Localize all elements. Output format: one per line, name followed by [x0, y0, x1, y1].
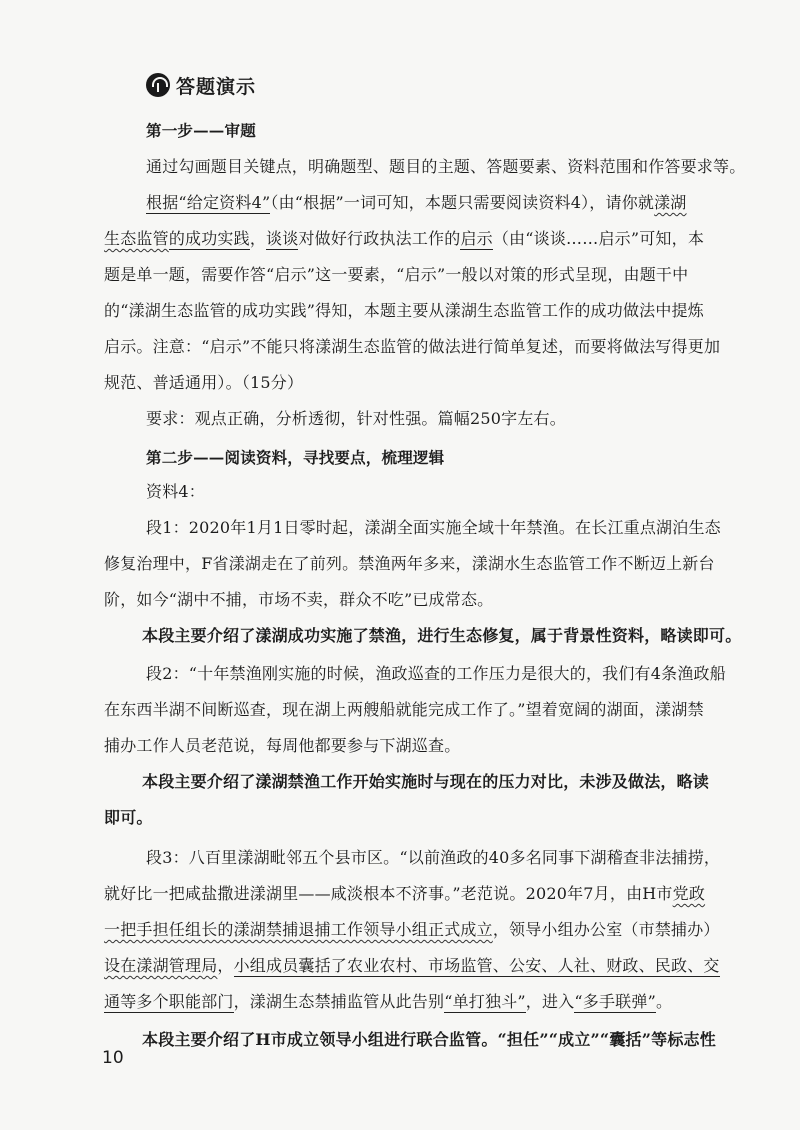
- para2-line-1: 段2：“十年禁渔刚实施的时候，渔政巡查的工作压力是很大的，我们有4条渔政船: [146, 664, 726, 683]
- para3-line-2: 就好比一把咸盐撒进漾湖里——咸淡根本不济事。”老范说。2020年7月，由H市党政: [104, 884, 706, 903]
- para3-summary: 本段主要介绍了H市成立领导小组进行联合监管。“担任”“成立”“囊括”等标志性: [142, 1030, 716, 1049]
- section-title-text: 答题演示: [176, 75, 257, 98]
- para1-line-2: 修复治理中，F省漾湖走在了前列。禁渔两年多来，漾湖水生态监管工作不断迈上新台: [104, 554, 715, 573]
- question-line-3: 题是单一题，需要作答“启示”这一要素，“启示”一般以对策的形式呈现，由题干中: [104, 265, 689, 284]
- question-line-5: 启示。注意：“启示”不能只将漾湖生态监管的做法进行简单复述，而要将做法写得更加: [104, 337, 721, 356]
- section-title: [146, 70, 256, 100]
- question-line-2: 生态监管的成功实践，谈谈对做好行政执法工作的启示（由“谈谈……启示”可知，本: [104, 229, 705, 248]
- question-line-4: 的“漾湖生态监管的成功实践”得知，本题主要从漾湖生态监管工作的成功做法中提炼: [104, 301, 704, 320]
- para2-summary-line-2: 即可。: [104, 808, 153, 827]
- step1-intro: 通过勾画题目关键点，明确题型、题目的主题、答题要素、资料范围和作答要求等。: [146, 157, 746, 176]
- para1-line-1: 段1：2020年1月1日零时起，漾湖全面实施全域十年禁渔。在长江重点湖泊生态: [146, 518, 721, 537]
- para3-line-4: 设在漾湖管理局，小组成员囊括了农业农村、市场监管、公安、人社、财政、民政、交: [104, 956, 720, 975]
- para2-line-3: 捕办工作人员老范说，每周他都要参与下湖巡查。: [104, 736, 461, 755]
- question-line-1: 根据“给定资料4”（由“根据”一词可知，本题只需要阅读资料4），请你就漾湖: [146, 193, 687, 212]
- para3-line-1: 段3：八百里漾湖毗邻五个县市区。“以前渔政的40多名同事下湖稽查非法捕捞，: [146, 848, 721, 867]
- page-number: 10: [102, 1048, 124, 1068]
- para1-summary: 本段主要介绍了漾湖成功实施了禁渔，进行生态修复，属于背景性资料，略读即可。: [142, 626, 742, 645]
- lightbulb-icon: [146, 73, 170, 97]
- question-line-6: 规范、普适通用）。（15分）: [104, 373, 304, 392]
- requirement: 要求：观点正确，分析透彻，针对性强。篇幅250字左右。: [146, 409, 566, 428]
- step1-heading: 第一步——审题: [146, 121, 256, 140]
- para2-line-2: 在东西半湖不间断巡查，现在湖上两艘船就能完成工作了。”望着宽阔的湖面，漾湖禁: [104, 700, 704, 719]
- para3-line-5: 通等多个职能部门，漾湖生态禁捕监管从此告别“单打独斗”，进入“多手联弹”。: [104, 992, 673, 1011]
- para1-line-3: 阶，如今“湖中不捕，市场不卖，群众不吃”已成常态。: [104, 590, 494, 609]
- para2-summary-line-1: 本段主要介绍了漾湖禁渔工作开始实施时与现在的压力对比，未涉及做法，略读: [142, 772, 710, 791]
- material-label: 资料4：: [146, 482, 205, 501]
- step2-heading: 第二步——阅读资料，寻找要点，梳理逻辑: [146, 448, 445, 467]
- para3-line-3: 一把手担任组长的漾湖禁捕退捕工作领导小组正式成立，领导小组办公室（市禁捕办）: [104, 920, 720, 939]
